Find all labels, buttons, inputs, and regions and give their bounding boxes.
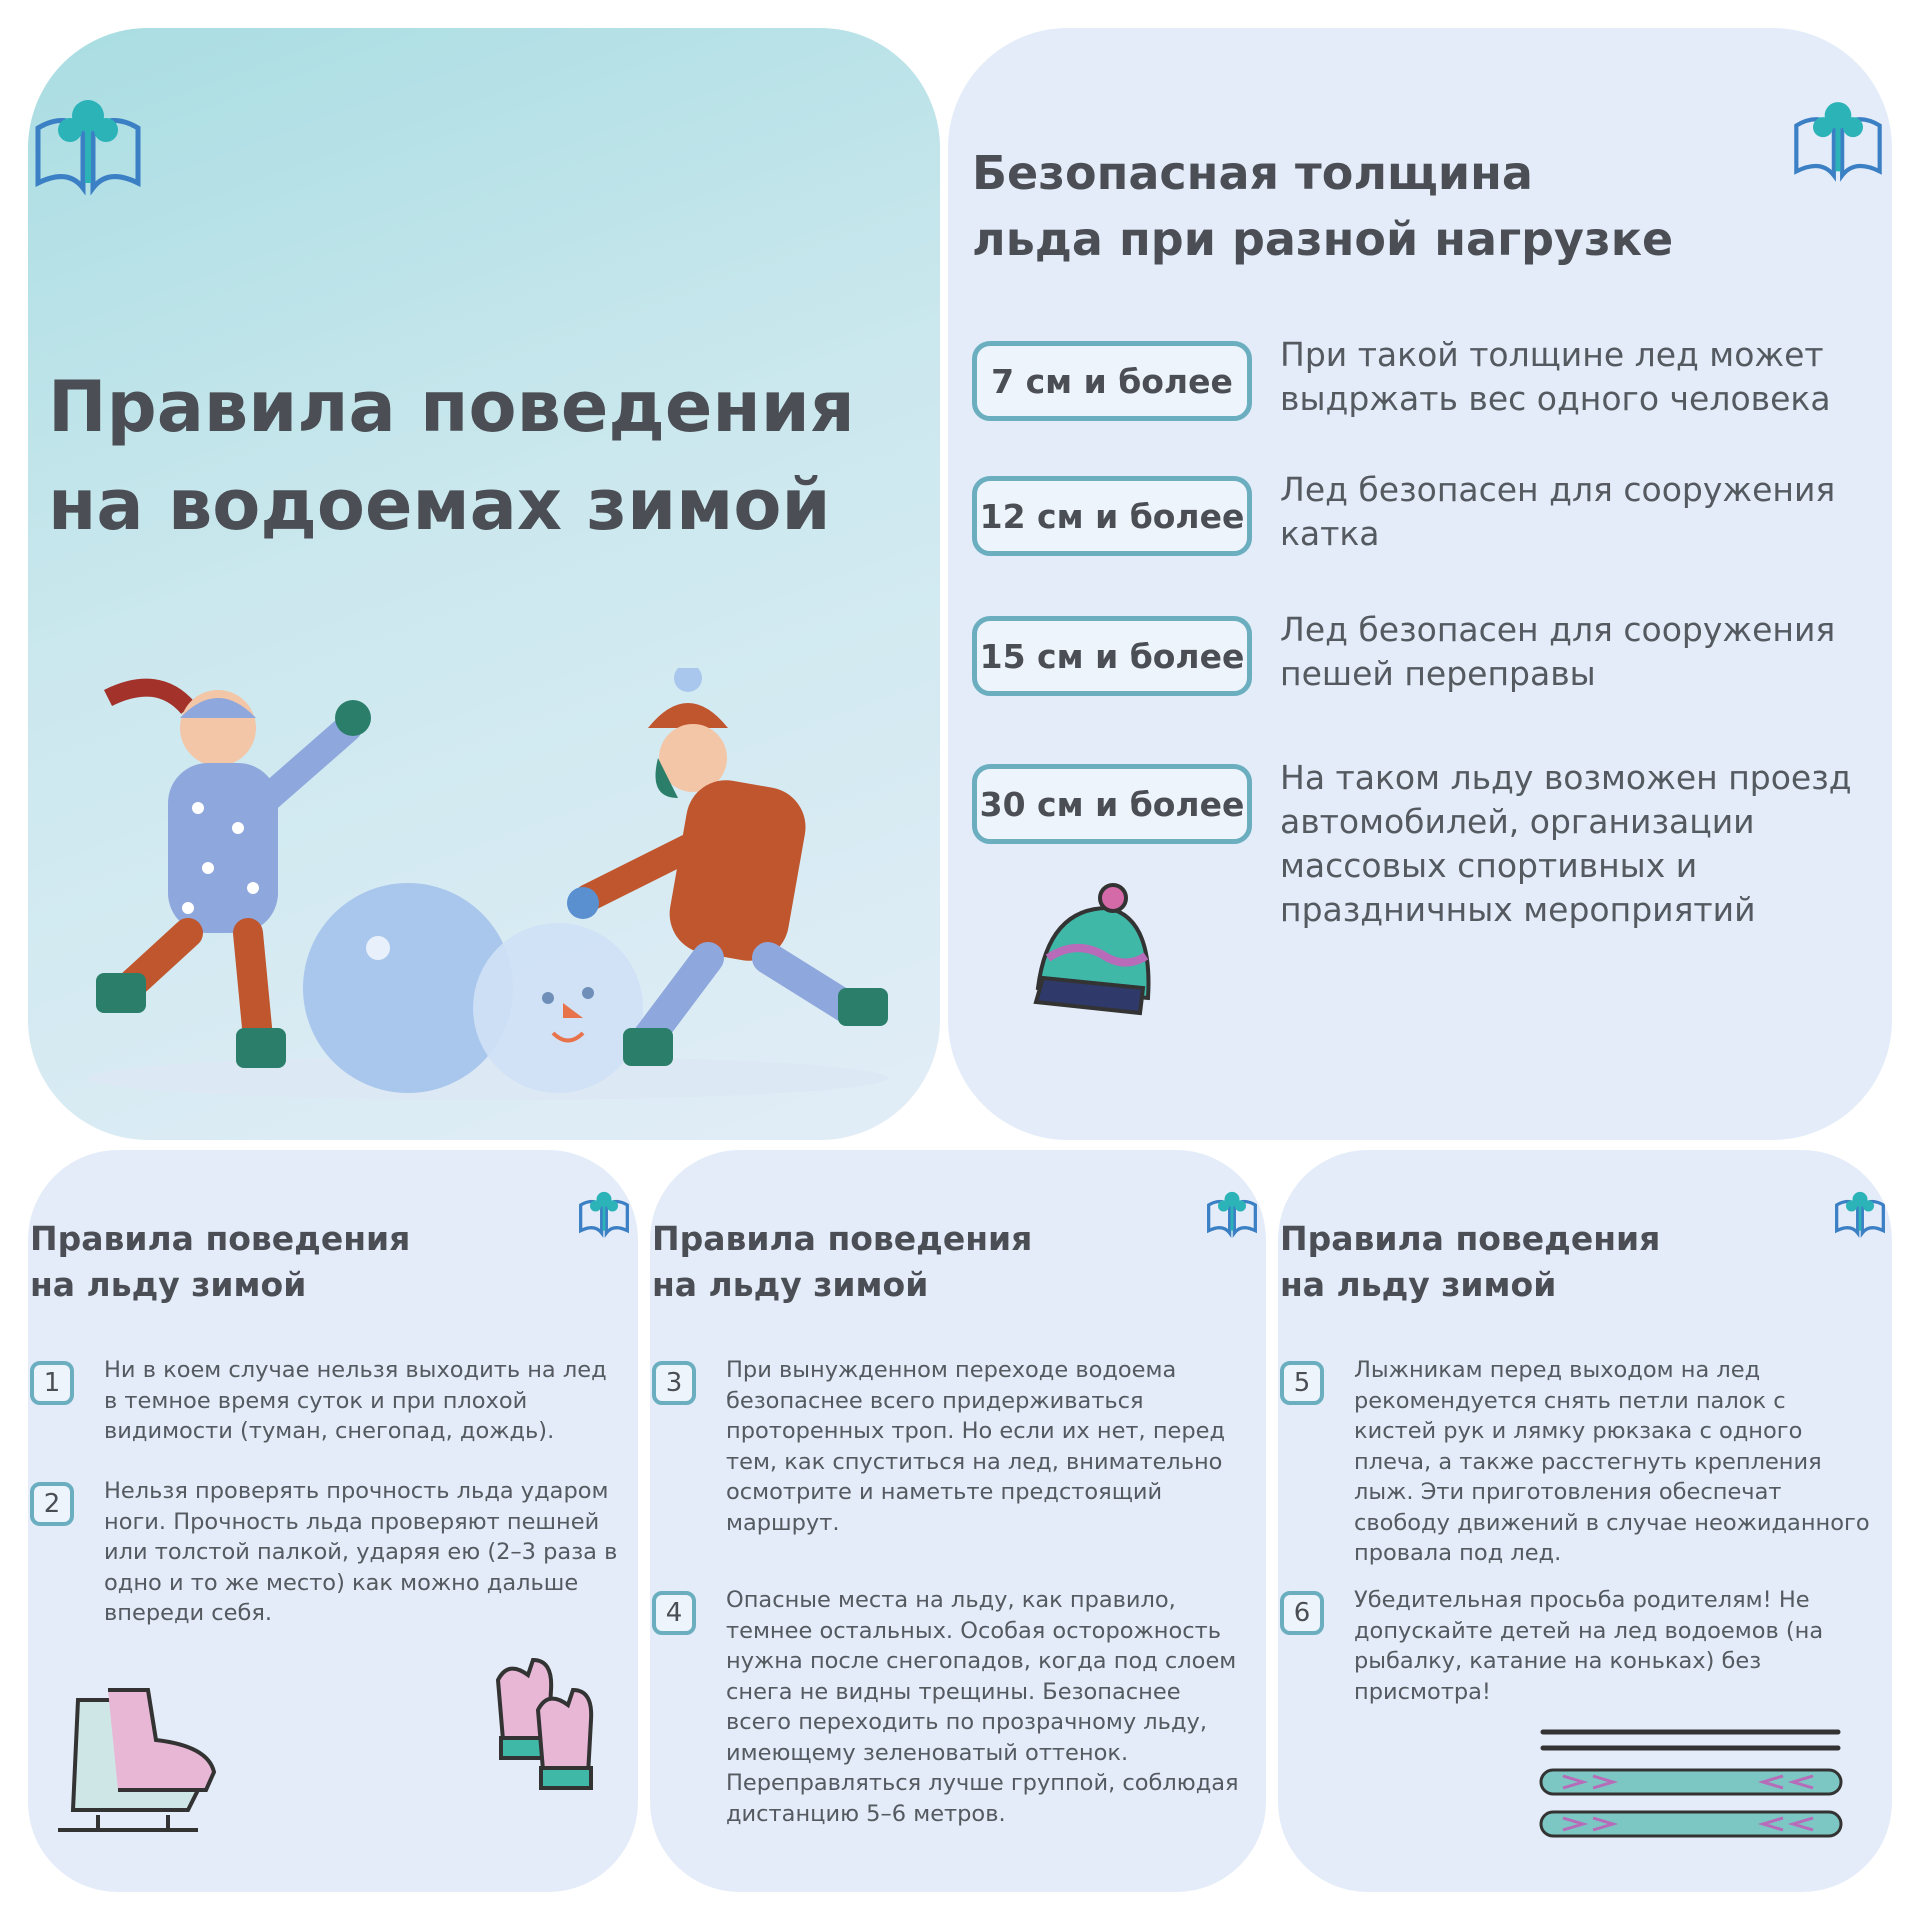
thickness-row: [972, 756, 1872, 929]
book-tree-logo-icon: [1788, 88, 1888, 188]
book-tree-logo-icon: [1204, 1184, 1260, 1240]
rule-text: Ни в коем случае нельзя выходить на лед в темное время суток и при плохой видимости (туман, снегопад, дождь).: [104, 1357, 607, 1444]
rule-number: 4: [652, 1591, 696, 1635]
thickness-badge: 12 см и более: [972, 476, 1252, 556]
hero-card: [28, 28, 940, 1140]
rules-card-3: [1278, 1150, 1892, 1892]
winter-hat-icon: [1018, 878, 1168, 1028]
rule-text: При вынужденном переходе водоема безопаснее всего придерживаться проторенных троп. Но если их нет, перед тем, как спуститься на лед, внимательно осмотрите и наметьте предстоящий маршрут.: [726, 1357, 1226, 1536]
thickness-description: Лед безопасен для сооружения катка: [1280, 470, 1836, 553]
rule-number: 6: [1280, 1591, 1324, 1635]
ice-skates-icon: [38, 1680, 228, 1850]
rules-title: Правила поведения на льду зимой: [30, 1219, 411, 1304]
rules-card-1: [28, 1150, 638, 1892]
rule-number: 1: [30, 1361, 74, 1405]
thickness-row: [972, 608, 1872, 708]
thickness-row: [972, 333, 1872, 433]
thickness-badge: 30 см и более: [972, 764, 1252, 844]
rule-number: 2: [30, 1482, 74, 1526]
rule-number: 3: [652, 1361, 696, 1405]
rules-card-2: [650, 1150, 1266, 1892]
rule-text: Лыжникам перед выходом на лед рекомендуется снять петли палок с кистей рук и лямку рюкзака с одного плеча, а также расстегнуть крепления лыж. Эти приготовления обеспечат свободу движений в случае неожиданного провала под лед.: [1354, 1357, 1870, 1566]
ice-thickness-card: [948, 28, 1892, 1140]
book-tree-logo-icon: [1832, 1184, 1888, 1240]
rules-title: Правила поведения на льду зимой: [1280, 1219, 1661, 1304]
rule-number: 5: [1280, 1361, 1324, 1405]
rule-text: Нельзя проверять прочность льда ударом ноги. Прочность льда проверяют пешней или толстой палкой, ударяя ею (2–3 раза в одно и то же место) как можно дальше впереди себя.: [104, 1478, 618, 1626]
page-title: Правила поведения на водоемах зимой: [48, 366, 855, 546]
kids-snowman-illustration: [48, 668, 928, 1108]
skis-and-poles-icon: [1533, 1720, 1853, 1850]
thickness-badge: 7 см и более: [972, 341, 1252, 421]
rule-text: Опасные места на льду, как правило, темнее остальных. Особая осторожность нужна после снегопадов, когда под слоем снега не видны трещины. Безопаснее всего переходить по прозрачному льду, имеющему зеленоватый оттенок. Переправляться лучше группой, соблюдая дистанцию 5–6 метров.: [726, 1587, 1239, 1827]
book-tree-logo-icon: [28, 88, 148, 198]
thickness-description: При такой толщине лед может выдржать вес одного человека: [1280, 335, 1831, 418]
thickness-badge: 15 см и более: [972, 616, 1252, 696]
thickness-row: [972, 468, 1872, 568]
thickness-description: На таком льду возможен проезд автомобилей, организации массовых спортивных и праздничных мероприятий: [1280, 758, 1852, 929]
rule-text: Убедительная просьба родителям! Не допускайте детей на лед водоемов (на рыбалку, катание на коньках) без присмотра!: [1354, 1587, 1824, 1705]
book-tree-logo-icon: [576, 1184, 632, 1240]
mittens-icon: [483, 1650, 613, 1800]
thickness-description: Лед безопасен для сооружения пешей переправы: [1280, 610, 1836, 693]
ice-section-title: Безопасная толщина льда при разной нагрузке: [972, 146, 1674, 266]
rules-title: Правила поведения на льду зимой: [652, 1219, 1033, 1304]
